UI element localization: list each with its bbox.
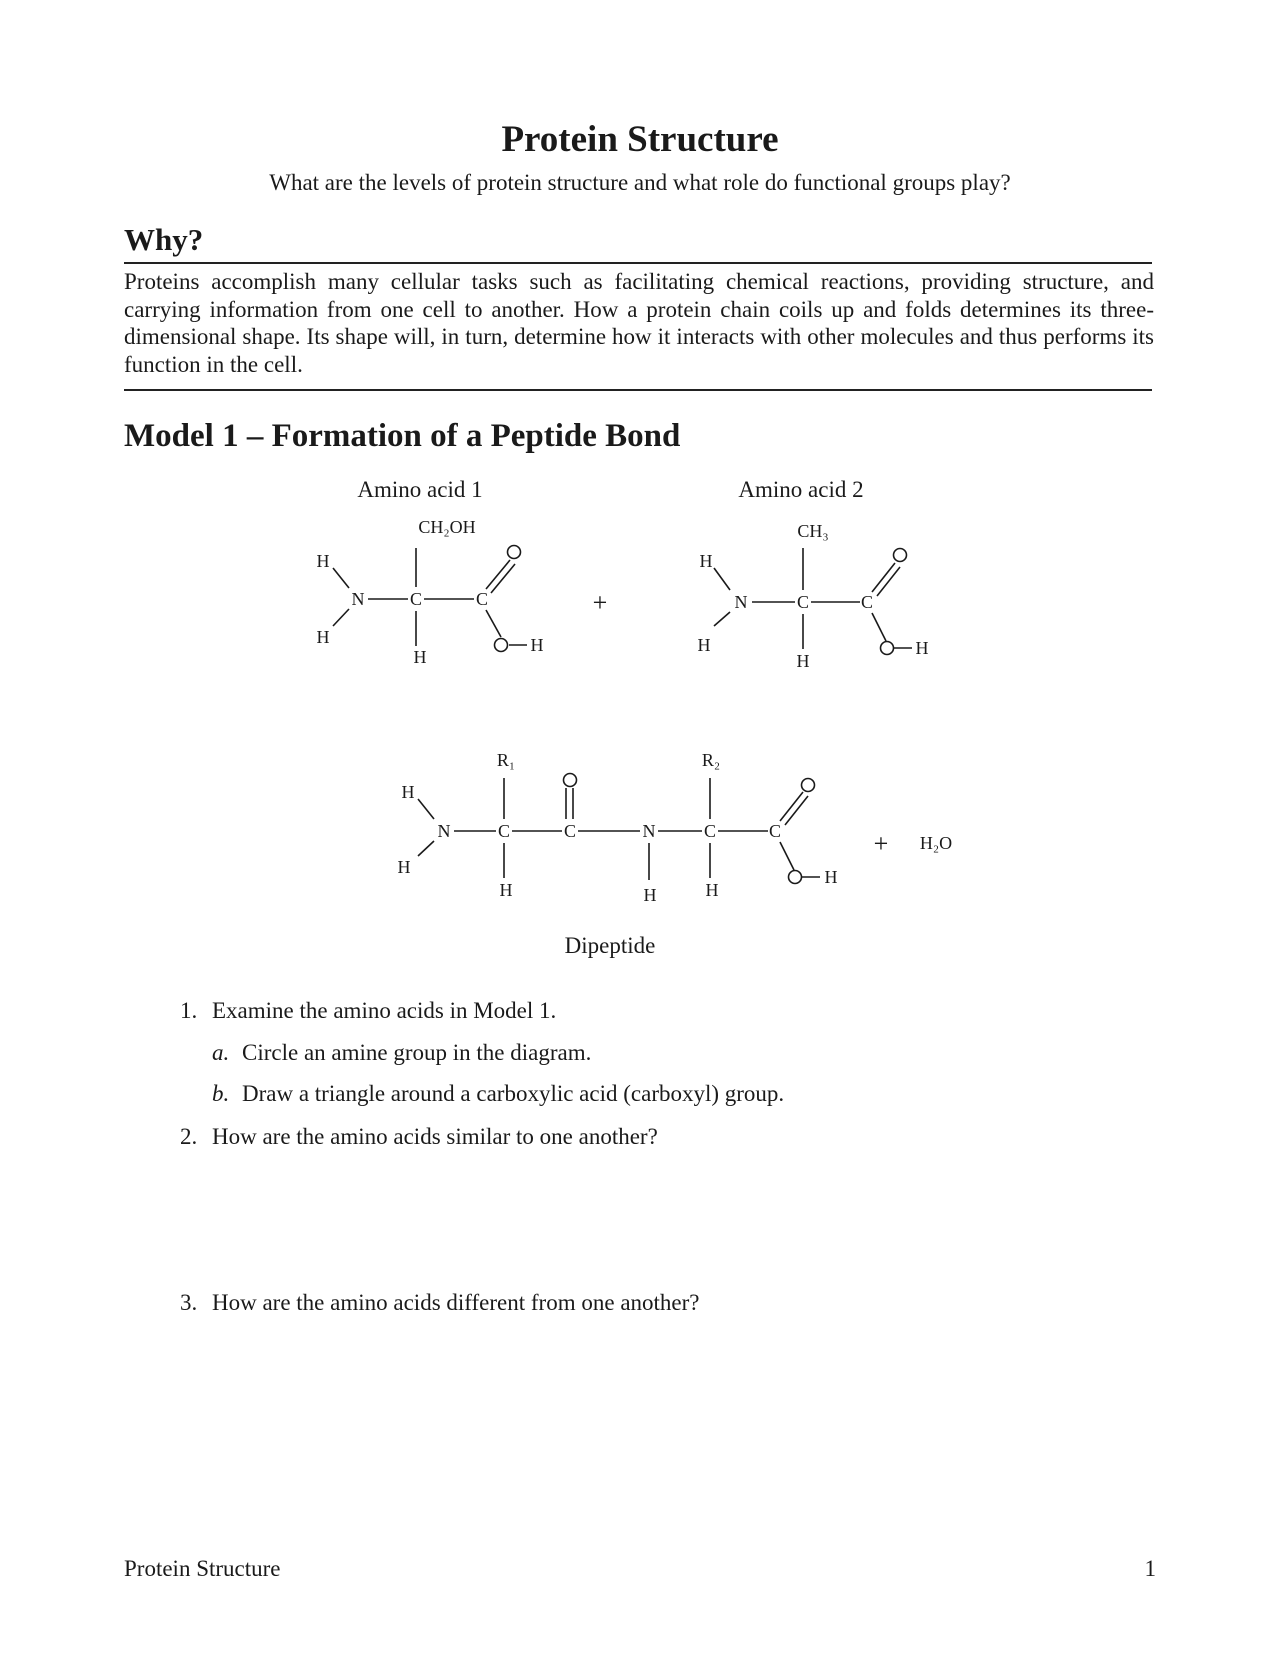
aa2-atom-h-bottom: H [697,635,711,655]
question-text: Examine the amino acids in Model 1. [212,998,557,1023]
aa2-side-chain: CH₃ [797,521,829,541]
dip-atom-h-c3: H [705,880,719,900]
question-1a [212,1040,591,1066]
dip-r1-label: R₁ [496,750,516,770]
question-letter: a. [212,1040,230,1065]
aa1-atom-h-hydroxyl: H [530,635,544,655]
question-number: 1. [180,998,198,1023]
dip-atom-h-bottom: H [397,857,411,877]
aa2-bond-h-n-top [714,568,730,590]
page-subtitle: What are the levels of protein structure and what role do functional groups play? [269,170,1011,195]
aa2-atom-c-carboxyl: C [860,592,874,612]
aa2-hydroxyl-oxygen [881,642,894,655]
aa2-atom-h-alpha: H [796,651,810,671]
question-1b [212,1081,784,1107]
aa1-carbonyl-oxygen [508,546,521,559]
dip-atom-h-top: H [401,782,415,802]
aa2-atom-h-hydroxyl: H [915,638,929,658]
aa1-atom-c-carboxyl: C [475,589,489,609]
water-label: H₂O [919,833,953,853]
page-title: Protein Structure [501,119,779,160]
aa1-atom-n: N [351,589,365,609]
dip-atom-c-2: C [563,821,577,841]
aa1-side-chain: CH₂OH [418,517,476,537]
dip-atom-h-c1: H [499,880,513,900]
aa1-atom-h-alpha: H [413,647,427,667]
dip-atom-c-3: C [703,821,717,841]
aa1-hydroxyl-oxygen [495,639,508,652]
dip-atom-c-1: C [497,821,511,841]
why-paragraph: Proteins accomplish many cellular tasks such as facilitating chemical reactions, providing structure, and carrying information from one cell to another. How a protein chain coils up and folds determines its three-dimensional shape. Its shape will, in turn, determine how it interacts with other molecules and thus performs its function in the cell. [124,269,1154,377]
model-heading: Model 1 – Formation of a Peptide Bond [124,418,681,454]
why-heading: Why? [124,222,204,257]
question-text: How are the amino acids similar to one another? [212,1124,658,1149]
dip-carbonyl-oxygen-2 [802,779,815,792]
question-text: How are the amino acids different from one another? [212,1290,700,1315]
question-1 [180,998,556,1024]
aa2-carbonyl-oxygen [894,549,907,562]
question-number: 3. [180,1290,198,1315]
reaction-plus-sign: + [592,588,608,617]
aa2-bond-c-o [872,613,886,641]
aa1-atom-c-alpha: C [409,589,423,609]
dip-hydroxyl-oxygen [789,871,802,884]
amino-acid-1-label: Amino acid 1 [357,477,483,502]
dip-r2-label: R₂ [701,750,721,770]
question-number: 2. [180,1124,198,1149]
question-text: Draw a triangle around a carboxylic acid (carboxyl) group. [242,1081,785,1106]
product-plus-sign: + [873,829,889,858]
dip-atom-h-hydroxyl: H [824,867,838,887]
aa2-atom-n: N [734,592,748,612]
aa2-bond-h-n-bottom [714,612,730,626]
dip-bond-h-n-top [418,799,434,819]
aa1-bond-c-o [486,610,501,637]
amino-acid-2-label: Amino acid 2 [738,477,864,502]
dip-atom-h-n2: H [643,885,657,905]
question-letter: b. [212,1081,230,1106]
dip-bond-c-o [780,842,794,870]
question-text: Circle an amine group in the diagram. [242,1040,592,1065]
aa2-atom-h-top: H [699,551,713,571]
dip-atom-n-1: N [437,821,451,841]
aa1-atom-h-bottom: H [316,627,330,647]
aa1-bond-h-n-top [333,568,349,588]
question-3 [180,1290,700,1316]
footer-title: Protein Structure [124,1556,281,1581]
dip-atom-c-4: C [768,821,782,841]
aa2-atom-c-alpha: C [796,592,810,612]
dip-carbonyl-oxygen-1 [564,774,577,787]
page-number: 1 [1144,1556,1156,1581]
dip-atom-n-2: N [642,821,656,841]
aa1-atom-h-top: H [316,551,330,571]
aa1-bond-h-n-bottom [333,609,349,626]
dipeptide-label: Dipeptide [564,933,656,958]
question-2 [180,1124,658,1150]
dip-bond-h-n-bottom [418,841,434,856]
